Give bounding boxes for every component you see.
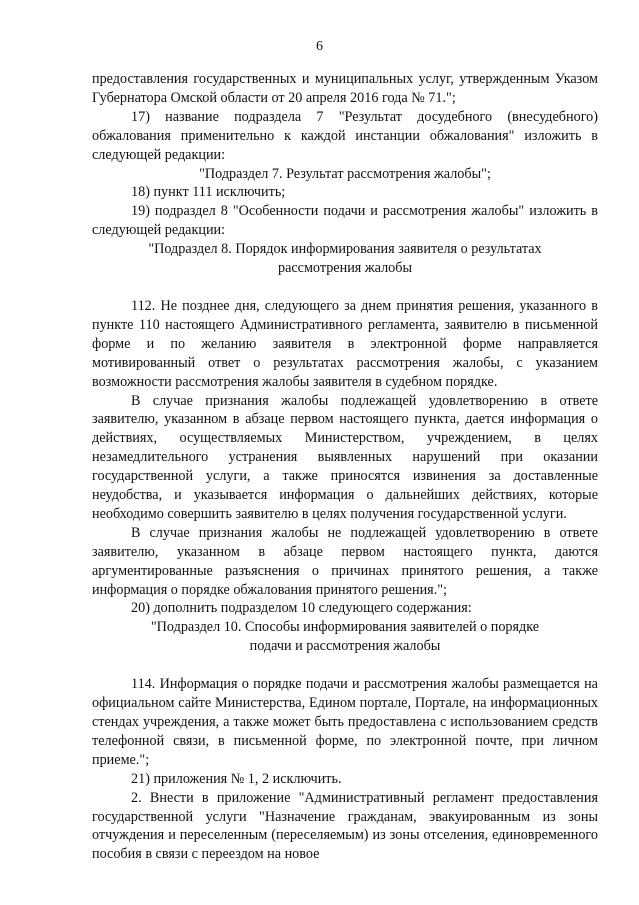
heading-subsection-10: "Подраздел 10. Способы информирования заявителей о порядке подачи и рассмотрения жалобы <box>150 619 540 655</box>
paragraph-item-18: 18) пункт 111 исключить; <box>131 184 286 201</box>
paragraph-item-114: 114. Информация о порядке подачи и рассмотрения жалобы размещается на официальном сайте Министерства, Едином портале, Портале, на информационных стендах учреждения, а также может быть предоставлена с использованием средств телефонной связи, в письменной форме, по электронной почте, при личном приеме."; <box>92 676 598 768</box>
paragraph-complaint-rejected: В случае признания жалобы не подлежащей удовлетворению в ответе заявителю, указанном в абзаце первом настоящего пункта, даются аргументированные разъяснения о причинах принятого решения, а также информация о порядке обжалования принятого решения."; <box>92 524 598 598</box>
paragraph-continuation: предоставления государственных и муниципальных услуг, утвержденным Указом Губернатора Омской области от 20 апреля 2016 года № 71."; <box>92 71 598 106</box>
paragraph-item-2: 2. Внести в приложение "Административный регламент предоставления государственной услуги "Назначение гражданам, эвакуированным из зоны отчуждения и переселенным (переселяемым) из зоны отселения, единовременного пособия в связи с переездом на новое <box>92 789 598 863</box>
paragraph-item-112: 112. Не позднее дня, следующего за днем принятия решения, указанного в пункте 110 настоящего Административного регламента, заявителю в письменной форме и по желанию заявителя в электронной форме направляется мотивированный ответ о результатах рассмотрения жалобы, с указанием возможности рассмотрения жалобы заявителя в судебном порядке. <box>92 297 598 390</box>
paragraph-item-20: 20) дополнить подразделом 10 следующего содержания: <box>131 600 472 617</box>
paragraph-item-19: 19) подраздел 8 "Особенности подачи и рассмотрения жалобы" изложить в следующей редакции: <box>92 203 598 239</box>
paragraph-item-17: 17) название подраздела 7 "Результат досудебного (внесудебного) обжалования применительно к каждой инстанции обжалования" изложить в следующей редакции: <box>92 108 598 163</box>
paragraph-item-21: 21) приложения № 1, 2 исключить. <box>131 770 342 787</box>
heading-subsection-8: "Подраздел 8. Порядок информирования заявителя о результатах рассмотрения жалобы <box>148 241 542 277</box>
paragraph-complaint-satisfied: В случае признания жалобы подлежащей удовлетворению в ответе заявителю, указанном в абзаце первом настоящего пункта, дается информация о действиях, осуществляемых Министерством, учреждением, в целях незамедлительного устранения выявленных нарушений при оказании государственной услуги, а также приносятся извинения за доставленные неудобства, и указывается информация о дальнейших действиях, которые необходимо совершить заявителю в целях получения государственной услуги. <box>92 392 598 522</box>
document-body <box>92 70 598 864</box>
page-number: 6 <box>316 39 323 54</box>
paragraph-subsection-7-title: "Подраздел 7. Результат рассмотрения жалобы"; <box>199 165 491 182</box>
spacer <box>92 278 598 297</box>
spacer <box>92 656 598 675</box>
